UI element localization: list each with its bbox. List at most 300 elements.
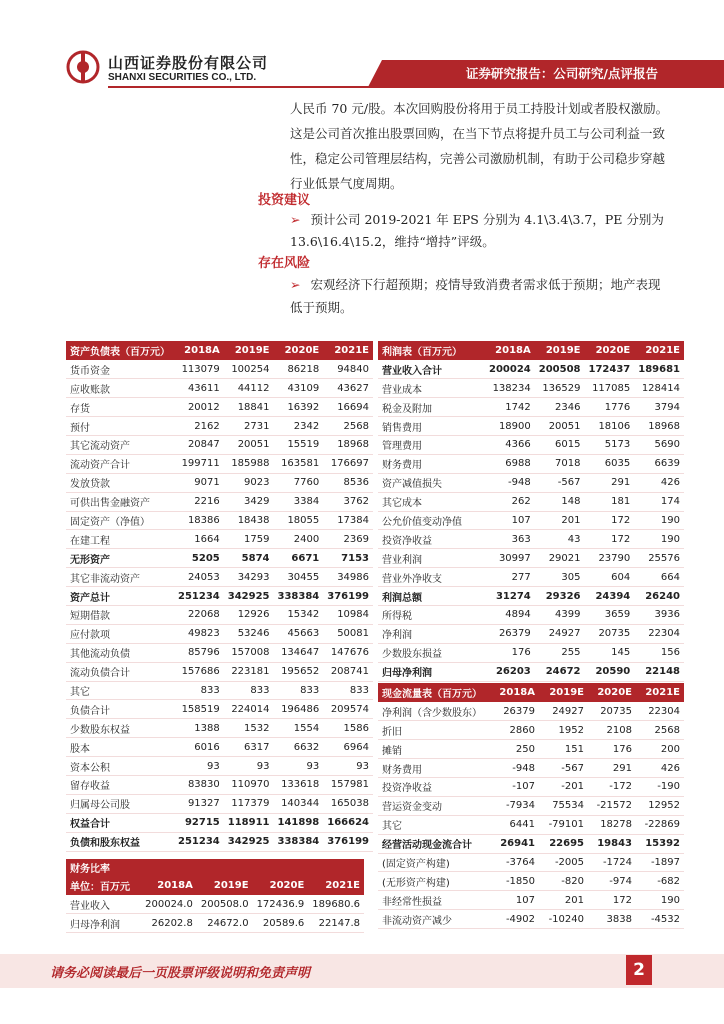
bullet-arrow-icon: ➢ xyxy=(290,277,301,292)
row-label: 营业利润 xyxy=(378,549,485,568)
cash-flow-row xyxy=(378,777,684,796)
row-value: 9023 xyxy=(224,473,274,492)
investment-line-1: ➢ 预计公司 2019-2021 年 EPS 分别为 4.1\3.4\3.7，PE 分别为 xyxy=(290,212,664,227)
row-label: 净利润（含少数股东） xyxy=(378,702,490,721)
page-number: 2 xyxy=(626,955,652,985)
balance-sheet-header-4: 2021E xyxy=(323,341,373,360)
cash-flow-row xyxy=(378,759,684,778)
row-value: 196486 xyxy=(274,700,324,719)
financial-ratios-header-1: 2018A xyxy=(141,876,197,895)
cash-flow-row xyxy=(378,740,684,759)
row-value: 6016 xyxy=(174,738,224,757)
row-label: 折旧 xyxy=(378,721,490,740)
income-statement-row xyxy=(378,360,684,379)
balance-sheet-row xyxy=(66,568,373,587)
income-statement-row xyxy=(378,587,684,606)
row-value: 20051 xyxy=(224,435,274,454)
row-label: 非流动资产减少 xyxy=(378,910,490,929)
row-label: 留存收益 xyxy=(66,775,174,794)
row-value: 91327 xyxy=(174,794,224,813)
row-value: 833 xyxy=(323,681,373,700)
row-value: 145 xyxy=(585,643,635,662)
row-value: 426 xyxy=(634,473,684,492)
row-value: 6015 xyxy=(535,435,585,454)
row-label: 利润总额 xyxy=(378,587,485,606)
row-value: 26379 xyxy=(490,702,539,721)
row-value: 200508 xyxy=(535,360,585,379)
cash-flow-row xyxy=(378,815,684,834)
row-label: 投资净收益 xyxy=(378,777,490,796)
row-value: 53246 xyxy=(224,624,274,643)
income-statement-row xyxy=(378,398,684,417)
row-value: 1952 xyxy=(539,721,588,740)
row-value: 376199 xyxy=(323,832,373,851)
row-value: 190 xyxy=(634,530,684,549)
row-value: 26202.8 xyxy=(141,914,197,933)
row-value: 26379 xyxy=(485,624,535,643)
income-statement-row xyxy=(378,643,684,662)
row-value: 18968 xyxy=(323,435,373,454)
row-value: 2342 xyxy=(274,417,324,436)
row-value: 255 xyxy=(535,643,585,662)
row-value: 664 xyxy=(634,568,684,587)
row-label: 归母净利润 xyxy=(66,914,141,933)
row-value: 5874 xyxy=(224,549,274,568)
row-value: 176697 xyxy=(323,454,373,473)
balance-sheet-row xyxy=(66,775,373,794)
row-value: 43 xyxy=(535,530,585,549)
row-label: 管理费用 xyxy=(378,435,485,454)
row-value: 190 xyxy=(636,891,684,910)
balance-sheet-header-1: 2018A xyxy=(174,341,224,360)
row-value: 262 xyxy=(485,492,535,511)
row-value: 100254 xyxy=(224,360,274,379)
row-label: 股本 xyxy=(66,738,174,757)
row-value: 6964 xyxy=(323,738,373,757)
row-value: 604 xyxy=(585,568,635,587)
row-value: 34986 xyxy=(323,568,373,587)
income-statement-row xyxy=(378,568,684,587)
row-label: 营业成本 xyxy=(378,379,485,398)
row-value: 18438 xyxy=(224,511,274,530)
row-value: 277 xyxy=(485,568,535,587)
income-statement-table xyxy=(378,341,684,682)
header-divider xyxy=(108,86,724,88)
row-value: 26941 xyxy=(490,834,539,853)
row-label: 营业收入合计 xyxy=(378,360,485,379)
row-value: -1724 xyxy=(588,853,636,872)
row-label: 其它成本 xyxy=(378,492,485,511)
company-name-cn: 山西证券股份有限公司 xyxy=(108,54,269,72)
row-value: 200508.0 xyxy=(197,895,253,914)
row-value: 4366 xyxy=(485,435,535,454)
row-value: 24927 xyxy=(535,624,585,643)
row-value: 15342 xyxy=(274,605,324,624)
row-value: 1742 xyxy=(485,398,535,417)
bullet-arrow-icon: ➢ xyxy=(290,212,301,227)
row-value: 8536 xyxy=(323,473,373,492)
balance-sheet-row xyxy=(66,794,373,813)
row-value: 25576 xyxy=(634,549,684,568)
row-value: 83830 xyxy=(174,775,224,794)
row-value: 93 xyxy=(174,757,224,776)
income-statement-row xyxy=(378,624,684,643)
row-value: 342925 xyxy=(224,587,274,606)
balance-sheet-row xyxy=(66,624,373,643)
row-value: 151 xyxy=(539,740,588,759)
row-value: 43109 xyxy=(274,379,324,398)
row-label: (固定资产构建) xyxy=(378,853,490,872)
row-value: 113079 xyxy=(174,360,224,379)
row-value: 189680.6 xyxy=(308,895,364,914)
row-value: 140344 xyxy=(274,794,324,813)
balance-sheet-row xyxy=(66,398,373,417)
balance-sheet-row xyxy=(66,813,373,832)
financial-ratios-title: 财务比率 xyxy=(66,859,364,876)
row-value: -567 xyxy=(539,759,588,778)
income-statement-header-1: 2018A xyxy=(485,341,535,360)
row-value: 31274 xyxy=(485,587,535,606)
row-value: 250 xyxy=(490,740,539,759)
income-statement-row xyxy=(378,511,684,530)
row-label: 货币资金 xyxy=(66,360,174,379)
row-value: 24927 xyxy=(539,702,588,721)
balance-sheet-row xyxy=(66,435,373,454)
row-value: 3659 xyxy=(585,605,635,624)
intro-line-3: 性，稳定公司管理层结构，完善公司激励机制，有助于公司稳步穿越 xyxy=(290,151,666,166)
row-value: 118911 xyxy=(224,813,274,832)
cash-flow-row xyxy=(378,834,684,853)
row-value: 20590 xyxy=(585,662,635,681)
row-label: 公允价值变动净值 xyxy=(378,511,485,530)
financial-ratios-row xyxy=(66,895,364,914)
row-value: -172 xyxy=(588,777,636,796)
row-value: -4902 xyxy=(490,910,539,929)
row-value: 163581 xyxy=(274,454,324,473)
intro-line-1: 人民币 70 元/股。本次回购股份将用于员工持股计划或者股权激励。 xyxy=(290,101,669,116)
row-value: 26240 xyxy=(634,587,684,606)
row-value: 157008 xyxy=(224,643,274,662)
row-label: 营业收入 xyxy=(66,895,141,914)
cash-flow-row xyxy=(378,796,684,815)
row-value: 19843 xyxy=(588,834,636,853)
cash-flow-row xyxy=(378,853,684,872)
row-value: 43627 xyxy=(323,379,373,398)
row-value: -190 xyxy=(636,777,684,796)
row-value: 18841 xyxy=(224,398,274,417)
row-value: 5173 xyxy=(585,435,635,454)
row-value: 147676 xyxy=(323,643,373,662)
balance-sheet-row xyxy=(66,530,373,549)
row-label: 归母净利润 xyxy=(378,662,485,681)
row-label: 经营活动现金流合计 xyxy=(378,834,490,853)
row-value: -7934 xyxy=(490,796,539,815)
row-value: 18278 xyxy=(588,815,636,834)
row-value: 29021 xyxy=(535,549,585,568)
row-value: 18968 xyxy=(634,417,684,436)
row-value: 4894 xyxy=(485,605,535,624)
income-statement-row xyxy=(378,473,684,492)
company-name-en: SHANXI SECURITIES CO., LTD. xyxy=(108,72,257,83)
row-value: 26203 xyxy=(485,662,535,681)
row-label: 投资净收益 xyxy=(378,530,485,549)
row-value: 22695 xyxy=(539,834,588,853)
row-value: 43611 xyxy=(174,379,224,398)
row-label: 营业外净收支 xyxy=(378,568,485,587)
row-value: 93 xyxy=(224,757,274,776)
income-statement-row xyxy=(378,417,684,436)
balance-sheet-row xyxy=(66,681,373,700)
income-statement-header-3: 2020E xyxy=(585,341,635,360)
row-value: 166624 xyxy=(323,813,373,832)
row-value: 20735 xyxy=(588,702,636,721)
row-value: 305 xyxy=(535,568,585,587)
row-value: 3936 xyxy=(634,605,684,624)
row-label: 其它流动资产 xyxy=(66,435,174,454)
balance-sheet-row xyxy=(66,587,373,606)
row-value: 2568 xyxy=(636,721,684,740)
cash-flow-row xyxy=(378,872,684,891)
row-label: 营运资金变动 xyxy=(378,796,490,815)
row-value: 291 xyxy=(588,759,636,778)
risk-line-1: ➢ 宏观经济下行超预期；疫情导致消费者需求低于预期；地产表现 xyxy=(290,277,661,292)
row-value: 363 xyxy=(485,530,535,549)
income-statement-row xyxy=(378,549,684,568)
row-value: 141898 xyxy=(274,813,324,832)
row-value: 2568 xyxy=(323,417,373,436)
row-value: -4532 xyxy=(636,910,684,929)
row-value: 45663 xyxy=(274,624,324,643)
row-value: 3762 xyxy=(323,492,373,511)
row-value: 2346 xyxy=(535,398,585,417)
balance-sheet-row xyxy=(66,549,373,568)
row-value: 157686 xyxy=(174,662,224,681)
row-value: 15392 xyxy=(636,834,684,853)
row-value: 20847 xyxy=(174,435,224,454)
row-value: 1776 xyxy=(585,398,635,417)
balance-sheet-header-0: 资产负债表（百万元） xyxy=(66,341,174,360)
balance-sheet-row xyxy=(66,662,373,681)
row-value: 12952 xyxy=(636,796,684,815)
row-value: -2005 xyxy=(539,853,588,872)
row-value: 24672.0 xyxy=(197,914,253,933)
row-value: 133618 xyxy=(274,775,324,794)
row-value: 172437 xyxy=(585,360,635,379)
row-label: 税金及附加 xyxy=(378,398,485,417)
financial-ratios-header-2: 2019E xyxy=(197,876,253,895)
row-value: 6035 xyxy=(585,454,635,473)
row-label: 销售费用 xyxy=(378,417,485,436)
row-value: 6317 xyxy=(224,738,274,757)
row-value: 1554 xyxy=(274,719,324,738)
row-value: 128414 xyxy=(634,379,684,398)
row-label: 所得税 xyxy=(378,605,485,624)
income-statement-row xyxy=(378,454,684,473)
row-value: 30997 xyxy=(485,549,535,568)
row-value: 22068 xyxy=(174,605,224,624)
row-value: 209574 xyxy=(323,700,373,719)
row-label: 少数股东损益 xyxy=(378,643,485,662)
row-value: -682 xyxy=(636,872,684,891)
row-value: 200024.0 xyxy=(141,895,197,914)
row-label: 其它非流动资产 xyxy=(66,568,174,587)
row-value: 208741 xyxy=(323,662,373,681)
income-statement-header-4: 2021E xyxy=(634,341,684,360)
row-value: 4399 xyxy=(535,605,585,624)
row-label: 少数股东权益 xyxy=(66,719,174,738)
financial-ratios-row xyxy=(66,914,364,933)
row-value: 199711 xyxy=(174,454,224,473)
row-value: 24394 xyxy=(585,587,635,606)
intro-line-4: 行业低景气度周期。 xyxy=(290,176,403,191)
cash-flow-header-0: 现金流量表（百万元） xyxy=(378,683,490,702)
row-value: 110970 xyxy=(224,775,274,794)
row-label: 无形资产 xyxy=(66,549,174,568)
row-value: 7018 xyxy=(535,454,585,473)
row-value: 22304 xyxy=(634,624,684,643)
row-value: 29326 xyxy=(535,587,585,606)
row-value: 2731 xyxy=(224,417,274,436)
cash-flow-row xyxy=(378,702,684,721)
row-label: 流动资产合计 xyxy=(66,454,174,473)
row-value: 24672 xyxy=(535,662,585,681)
row-value: -820 xyxy=(539,872,588,891)
row-value: 6632 xyxy=(274,738,324,757)
row-value: 342925 xyxy=(224,832,274,851)
row-value: -567 xyxy=(535,473,585,492)
row-value: 85796 xyxy=(174,643,224,662)
row-label: 固定资产（净值） xyxy=(66,511,174,530)
financial-ratios-header-4: 2021E xyxy=(308,876,364,895)
row-value: 92715 xyxy=(174,813,224,832)
row-value: -107 xyxy=(490,777,539,796)
financial-ratios-table xyxy=(66,859,364,933)
row-value: 2400 xyxy=(274,530,324,549)
row-label: 在建工程 xyxy=(66,530,174,549)
row-label: 资产总计 xyxy=(66,587,174,606)
row-value: -3764 xyxy=(490,853,539,872)
row-value: 22147.8 xyxy=(308,914,364,933)
row-label: 负债和股东权益 xyxy=(66,832,174,851)
row-label: 归属母公司股 xyxy=(66,794,174,813)
row-label: 摊销 xyxy=(378,740,490,759)
income-statement-row xyxy=(378,605,684,624)
row-value: 34293 xyxy=(224,568,274,587)
row-value: 172 xyxy=(585,530,635,549)
row-value: -948 xyxy=(490,759,539,778)
row-value: -201 xyxy=(539,777,588,796)
row-label: 其他流动负债 xyxy=(66,643,174,662)
income-statement-row xyxy=(378,530,684,549)
row-value: 195652 xyxy=(274,662,324,681)
row-label: 短期借款 xyxy=(66,605,174,624)
row-value: -1897 xyxy=(636,853,684,872)
investment-title: 投资建议 xyxy=(258,193,311,208)
row-value: 189681 xyxy=(634,360,684,379)
balance-sheet-row xyxy=(66,643,373,662)
income-statement-row xyxy=(378,662,684,681)
row-label: 流动负债合计 xyxy=(66,662,174,681)
row-label: 资产减值损失 xyxy=(378,473,485,492)
balance-sheet-row xyxy=(66,605,373,624)
row-value: 18055 xyxy=(274,511,324,530)
row-value: -1850 xyxy=(490,872,539,891)
row-value: 20051 xyxy=(535,417,585,436)
row-value: 1664 xyxy=(174,530,224,549)
row-value: 44112 xyxy=(224,379,274,398)
balance-sheet-row xyxy=(66,738,373,757)
row-value: 5205 xyxy=(174,549,224,568)
row-value: 75534 xyxy=(539,796,588,815)
row-value: 165038 xyxy=(323,794,373,813)
balance-sheet-row xyxy=(66,360,373,379)
row-value: 176 xyxy=(485,643,535,662)
row-value: 17384 xyxy=(323,511,373,530)
row-value: 107 xyxy=(490,891,539,910)
row-value: 30455 xyxy=(274,568,324,587)
row-value: 1388 xyxy=(174,719,224,738)
row-value: 5690 xyxy=(634,435,684,454)
balance-sheet-row xyxy=(66,832,373,851)
row-label: 财务费用 xyxy=(378,454,485,473)
row-value: 3838 xyxy=(588,910,636,929)
income-statement-header-0: 利润表（百万元） xyxy=(378,341,485,360)
row-value: 200 xyxy=(636,740,684,759)
row-value: 20735 xyxy=(585,624,635,643)
row-value: 16694 xyxy=(323,398,373,417)
investment-line-2: 13.6\16.4\15.2，维持“增持”评级。 xyxy=(290,234,495,249)
row-value: -948 xyxy=(485,473,535,492)
balance-sheet-row xyxy=(66,379,373,398)
row-value: 22148 xyxy=(634,662,684,681)
row-value: 2162 xyxy=(174,417,224,436)
row-label: 应付款项 xyxy=(66,624,174,643)
row-label: 其它 xyxy=(66,681,174,700)
row-value: 181 xyxy=(585,492,635,511)
row-value: 201 xyxy=(535,511,585,530)
row-label: 预付 xyxy=(66,417,174,436)
row-value: 148 xyxy=(535,492,585,511)
row-value: 134647 xyxy=(274,643,324,662)
balance-sheet-header-3: 2020E xyxy=(274,341,324,360)
row-value: 15519 xyxy=(274,435,324,454)
balance-sheet-row xyxy=(66,700,373,719)
row-value: 20012 xyxy=(174,398,224,417)
row-label: 资本公积 xyxy=(66,757,174,776)
row-label: 非经常性损益 xyxy=(378,891,490,910)
row-value: 833 xyxy=(274,681,324,700)
income-statement-row xyxy=(378,435,684,454)
row-value: 2108 xyxy=(588,721,636,740)
cash-flow-header-4: 2021E xyxy=(636,683,684,702)
row-label: 应收账款 xyxy=(66,379,174,398)
row-value: 3429 xyxy=(224,492,274,511)
row-value: 1532 xyxy=(224,719,274,738)
row-value: 24053 xyxy=(174,568,224,587)
row-value: -79101 xyxy=(539,815,588,834)
row-value: 7153 xyxy=(323,549,373,568)
row-value: 18386 xyxy=(174,511,224,530)
row-value: 223181 xyxy=(224,662,274,681)
row-label: 净利润 xyxy=(378,624,485,643)
row-value: 93 xyxy=(323,757,373,776)
row-label: (无形资产构建) xyxy=(378,872,490,891)
financial-ratios-header-0: 单位：百万元 xyxy=(66,876,141,895)
cash-flow-header-2: 2019E xyxy=(539,683,588,702)
row-value: -21572 xyxy=(588,796,636,815)
row-value: 1759 xyxy=(224,530,274,549)
footer-disclaimer: 请务必阅读最后一页股票评级说明和免责声明 xyxy=(50,966,311,981)
